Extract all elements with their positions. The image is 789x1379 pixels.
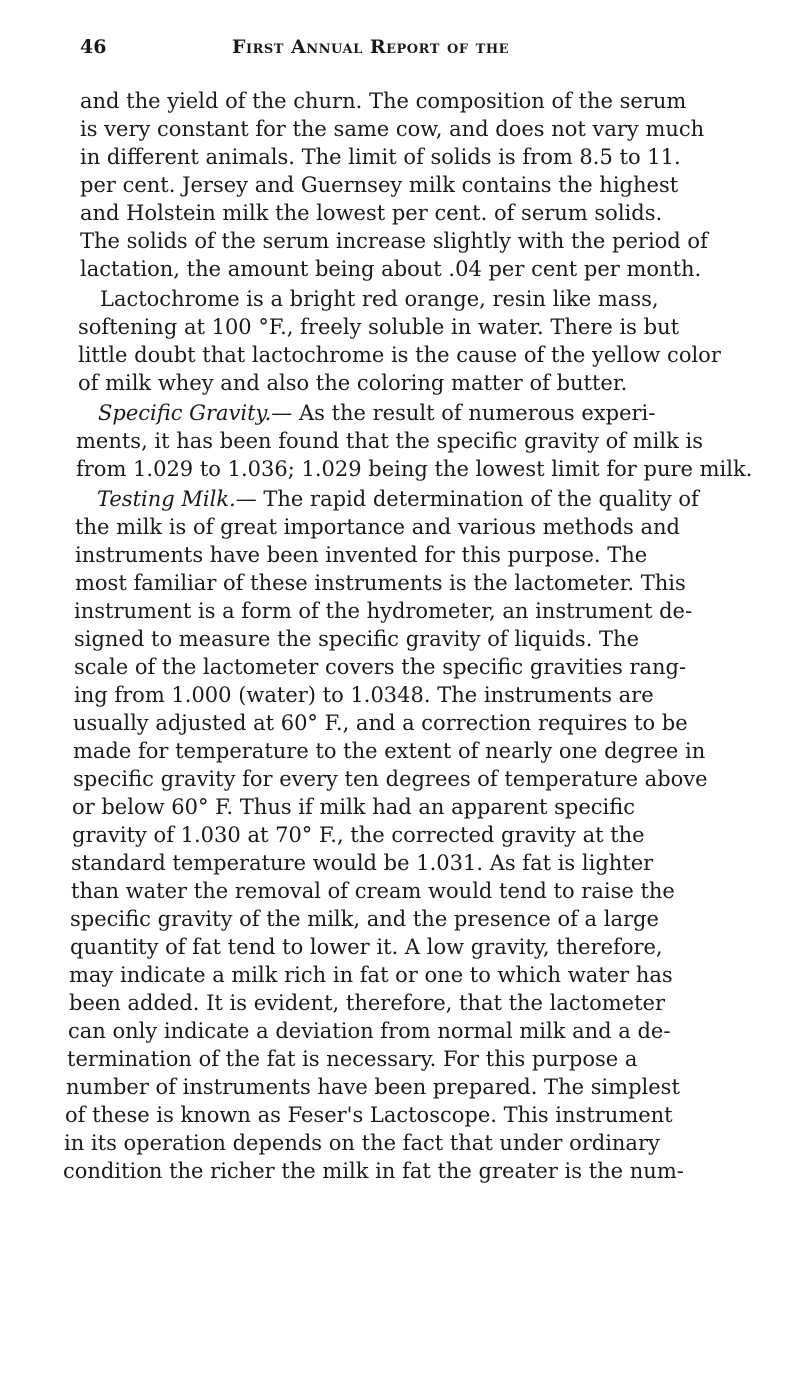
text-line: in different animals. The limit of solids is from 8.5 to 11. — [80, 145, 681, 169]
text-line: from 1.029 to 1.036; 1.029 being the lowest limit for pure milk. — [76, 457, 753, 481]
text-line: most familiar of these instruments is the lactometer. This — [75, 571, 686, 595]
specific-gravity-paragraph-start — [98, 399, 655, 427]
text-line: termination of the fat is necessary. For this purpose a — [67, 1047, 638, 1071]
text-line: softening at 100 °F., freely soluble in water. There is but — [78, 315, 680, 339]
page-header — [66, 34, 736, 62]
text-line: usually adjusted at 60° F., and a correction requires to be — [73, 711, 688, 735]
text-line: signed to measure the specific gravity of liquids. The — [74, 627, 640, 651]
text-line: of these is known as Feser's Lactoscope. This instrument — [65, 1103, 673, 1127]
text-line: made for temperature to the extent of nearly one degree in — [73, 739, 706, 763]
text-line: in its operation depends on the fact that under ordinary — [64, 1131, 660, 1155]
run-in-head-testing-milk: Testing Milk.— — [97, 487, 257, 511]
text-line: instrument is a form of the hydrometer, an instrument de- — [74, 599, 693, 623]
text-line: or below 60° F. Thus if milk had an apparent specific — [72, 795, 636, 819]
text-line: specific gravity of the milk, and the presence of a large — [70, 907, 659, 931]
text-line: the milk is of great importance and various methods and — [75, 515, 680, 539]
text-line: Lactochrome is a bright red orange, resin like mass, — [100, 287, 659, 311]
page-number: 46 — [80, 36, 107, 58]
text-line: number of instruments have been prepared. The simplest — [66, 1075, 680, 1099]
text-line: scale of the lactometer covers the specific gravities rang- — [74, 655, 687, 679]
testing-milk-paragraph-start — [97, 485, 699, 513]
text-line: and the yield of the churn. The composition of the serum — [80, 89, 687, 113]
text-line: quantity of fat tend to lower it. A low gravity, therefore, — [70, 935, 663, 959]
text-line: condition the richer the milk in fat the greater is the num- — [63, 1159, 684, 1183]
text-line: per cent. Jersey and Guernsey milk contains the highest — [80, 173, 679, 197]
text-line: ments, it has been found that the specific gravity of milk is — [76, 429, 703, 453]
text-line: ing from 1.000 (water) to 1.0348. The instruments are — [74, 683, 654, 707]
text-line: little doubt that lactochrome is the cause of the yellow color — [78, 343, 721, 367]
text-line: than water the removal of cream would tend to raise the — [71, 879, 675, 903]
text-line: standard temperature would be 1.031. As fat is lighter — [71, 851, 654, 875]
run-in-head-specific-gravity: Specific Gravity.— — [98, 401, 293, 425]
text-line: As the result of numerous experi- — [292, 401, 656, 425]
text-line: and Holstein milk the lowest per cent. of serum solids. — [80, 201, 663, 225]
text-line: may indicate a milk rich in fat or one to which water has — [69, 963, 673, 987]
text-line: lactation, the amount being about .04 per cent per month. — [80, 257, 702, 281]
text-line: specific gravity for every ten degrees of temperature above — [73, 767, 708, 791]
text-line: can only indicate a deviation from normal milk and a de- — [68, 1019, 671, 1043]
text-line: The rapid determination of the quality of — [256, 487, 699, 511]
text-line: The solids of the serum increase slightly with the period of — [80, 229, 708, 253]
text-line: is very constant for the same cow, and does not vary much — [80, 117, 705, 141]
text-line: instruments have been invented for this purpose. The — [75, 543, 648, 567]
text-line: of milk whey and also the coloring matter of butter. — [78, 371, 628, 395]
running-head: First Annual Report of the — [232, 36, 510, 58]
text-line: been added. It is evident, therefore, that the lactometer — [69, 991, 665, 1015]
text-line: gravity of 1.030 at 70° F., the corrected gravity at the — [72, 823, 645, 847]
